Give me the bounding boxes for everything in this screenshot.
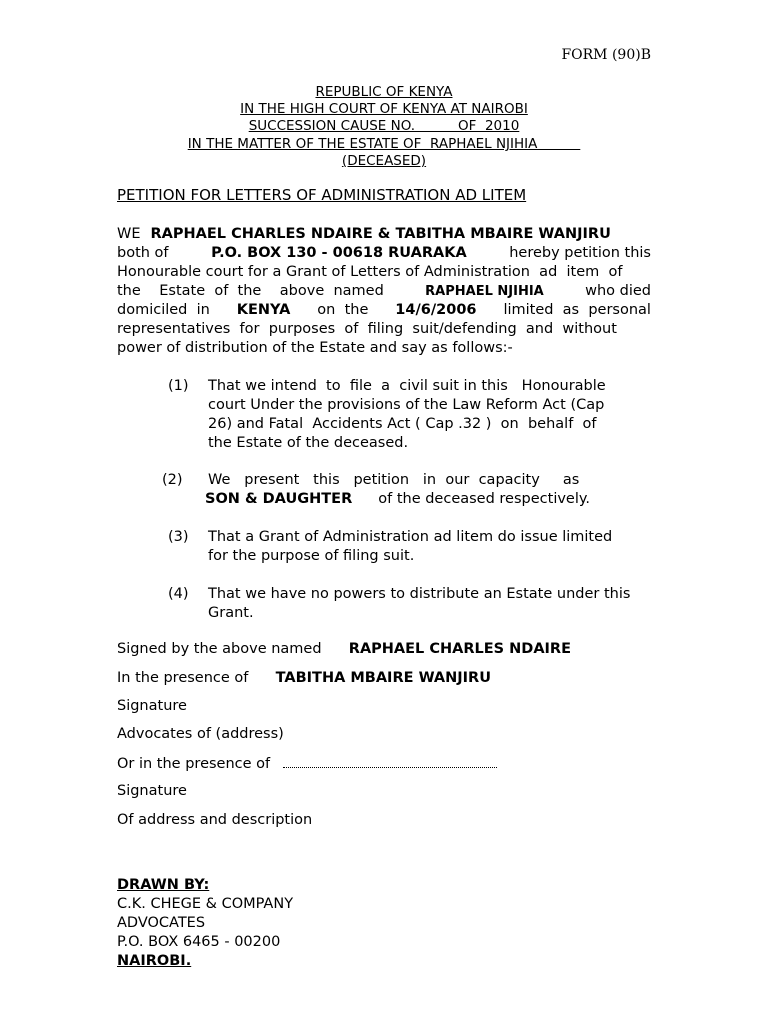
header-cause-number: SUCCESSION CAUSE NO. OF 2010 <box>248 118 520 134</box>
signature-label: Signature <box>117 698 187 714</box>
clause-number: (1) <box>168 378 189 394</box>
signed-by-label: Signed by the above named <box>117 641 322 657</box>
intro-we: WE <box>117 226 141 242</box>
intro-line-5c: limited as personal <box>503 302 651 318</box>
clause-line: 26) and Fatal Accidents Act ( Cap .32 ) on behalf of <box>208 416 597 432</box>
clause-number: (2) <box>162 472 183 488</box>
header-republic: REPUBLIC OF KENYA <box>315 84 453 100</box>
intro-line-4b: who died <box>585 283 651 299</box>
firm-po-box: P.O. BOX 6465 - 00200 <box>117 934 281 950</box>
advocates-address-label: Advocates of (address) <box>117 726 284 742</box>
signer-name: RAPHAEL CHARLES NDAIRE <box>348 641 572 657</box>
presence-line <box>117 670 491 686</box>
petitioner-relation: SON & DAUGHTER <box>205 491 353 507</box>
clause-line: That a Grant of Administration ad litem do issue limited <box>208 529 613 545</box>
intro-line-6: representatives for purposes of filing suit/defending and without <box>117 321 617 337</box>
intro-hereby: hereby petition this <box>509 245 651 261</box>
firm-city: NAIROBI. <box>117 953 192 969</box>
clause-number: (3) <box>168 529 189 545</box>
clause-line: That we have no powers to distribute an Estate under this <box>208 586 631 602</box>
clause-line: We present this petition in our capacity as <box>208 472 580 488</box>
clause-line: for the purpose of filing suit. <box>208 548 415 564</box>
blank-dotted-line <box>283 755 497 768</box>
intro-both-of: both of <box>117 245 169 261</box>
intro-line-7: power of distribution of the Estate and say as follows:- <box>117 340 513 356</box>
petitioner-names: RAPHAEL CHARLES NDAIRE & TABITHA MBAIRE WANJIRU <box>150 226 611 242</box>
or-presence-line <box>117 755 497 772</box>
intro-line-3: Honourable court for a Grant of Letters of Administration ad item of <box>117 264 623 280</box>
drawn-by-block <box>117 876 293 971</box>
deceased-name: RAPHAEL NJIHIA <box>425 284 544 299</box>
clause-line: court Under the provisions of the Law Reform Act (Cap <box>208 397 605 413</box>
presence-label: In the presence of <box>117 670 249 686</box>
firm-name: C.K. CHEGE & COMPANY <box>117 896 294 912</box>
signed-by-line <box>117 641 571 657</box>
drawn-by-label: DRAWN BY: <box>117 877 210 893</box>
clause-line: Grant. <box>208 605 254 621</box>
clause-number: (4) <box>168 586 189 602</box>
witness-name: TABITHA MBAIRE WANJIRU <box>275 670 492 686</box>
domicile-country: KENYA <box>236 302 291 318</box>
header-court: IN THE HIGH COURT OF KENYA AT NAIROBI <box>240 101 528 117</box>
address-description-label: Of address and description <box>117 812 313 828</box>
intro-line-5a: domiciled in <box>117 302 210 318</box>
clause-line: of the deceased respectively. <box>378 491 590 507</box>
petition-intro <box>117 225 651 358</box>
or-presence-label: Or in the presence of <box>117 756 271 772</box>
firm-role: ADVOCATES <box>117 915 206 931</box>
intro-line-4a: the Estate of the above named <box>117 283 384 299</box>
header-deceased: (DECEASED) <box>341 153 427 169</box>
petition-title: PETITION FOR LETTERS OF ADMINISTRATION AD LITEM <box>117 186 527 204</box>
header-estate-matter: IN THE MATTER OF THE ESTATE OF RAPHAEL NJIHIA <box>187 136 581 152</box>
clause-line: That we intend to file a civil suit in this Honourable <box>208 378 606 394</box>
date-of-death: 14/6/2006 <box>395 302 477 318</box>
petitioner-address: P.O. BOX 130 - 00618 RUARAKA <box>211 245 467 261</box>
clause-line: the Estate of the deceased. <box>208 435 409 451</box>
form-number: FORM (90)B <box>561 47 651 63</box>
intro-line-5b: on the <box>317 302 369 318</box>
signature-label-2: Signature <box>117 783 187 799</box>
